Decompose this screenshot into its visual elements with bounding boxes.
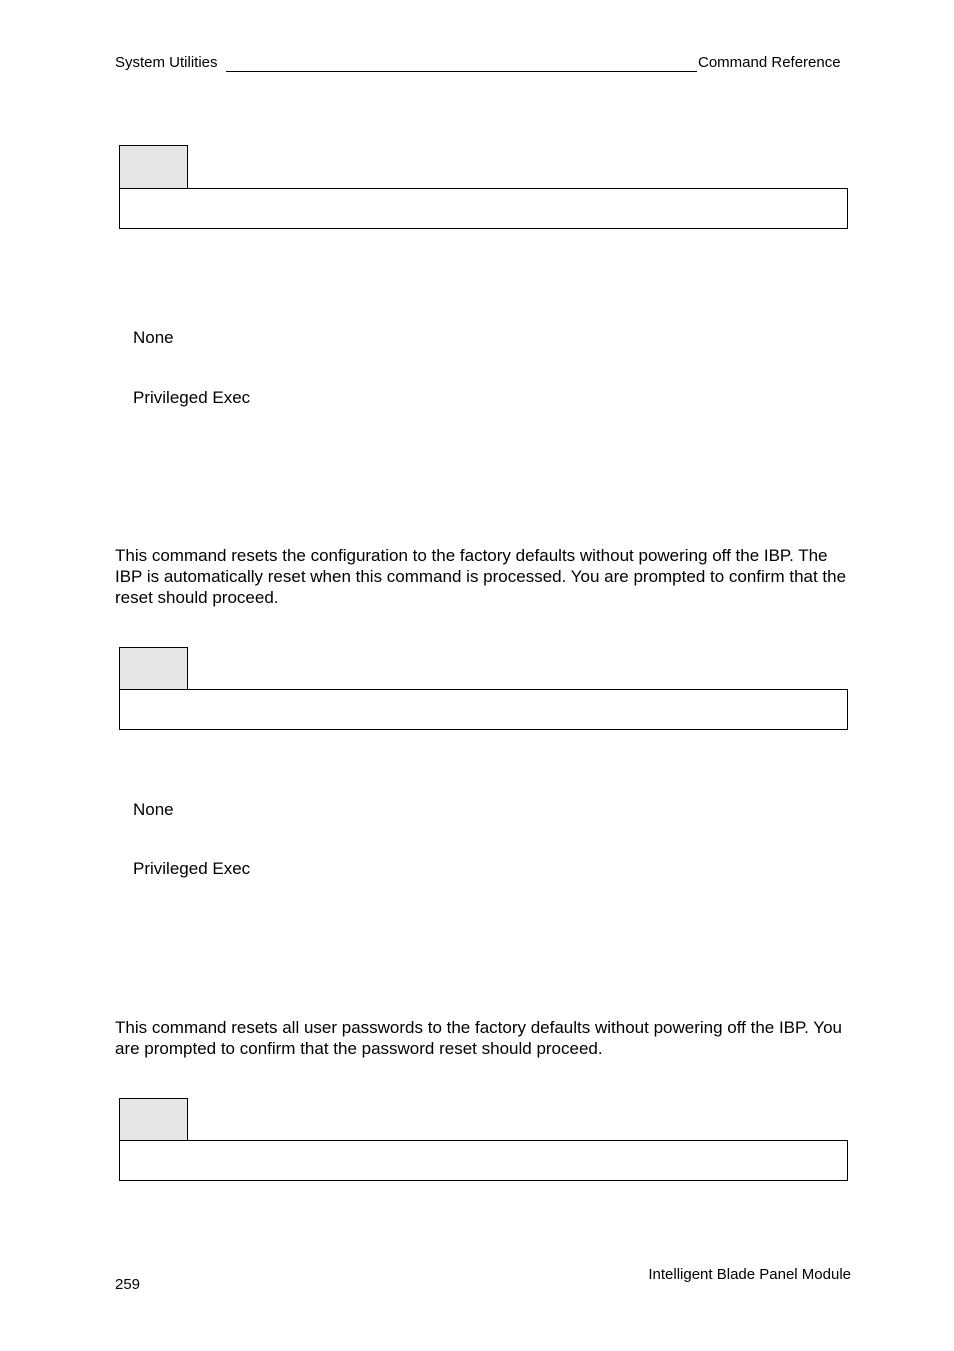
command-mode: Privileged Exec (133, 388, 251, 407)
command-syntax-box (119, 188, 848, 229)
page-number: 259 (115, 1276, 141, 1293)
command-description: This command resets the configuration to the factory defaults without powering off the IBP. The IBP is automatically reset when this command is processed. You are prompted to confirm that the reset should proceed. (115, 546, 847, 607)
header-rule (226, 71, 697, 72)
format-label-box (119, 1098, 188, 1142)
command-syntax-box (119, 689, 848, 730)
default-value: None (133, 328, 174, 347)
command-description: This command resets all user passwords to the factory defaults without powering off the IBP. You are prompted to confirm that the password reset should proceed. (115, 1018, 842, 1058)
header-section-title: System Utilities (115, 54, 218, 71)
command-mode: Privileged Exec (133, 859, 251, 878)
default-value: None (133, 800, 174, 819)
command-syntax-box (119, 1140, 848, 1181)
header-document-title: Command Reference (698, 54, 841, 71)
footer-product-title: Intelligent Blade Panel Module (648, 1266, 851, 1283)
format-label-box (119, 145, 188, 189)
format-label-box (119, 647, 188, 691)
